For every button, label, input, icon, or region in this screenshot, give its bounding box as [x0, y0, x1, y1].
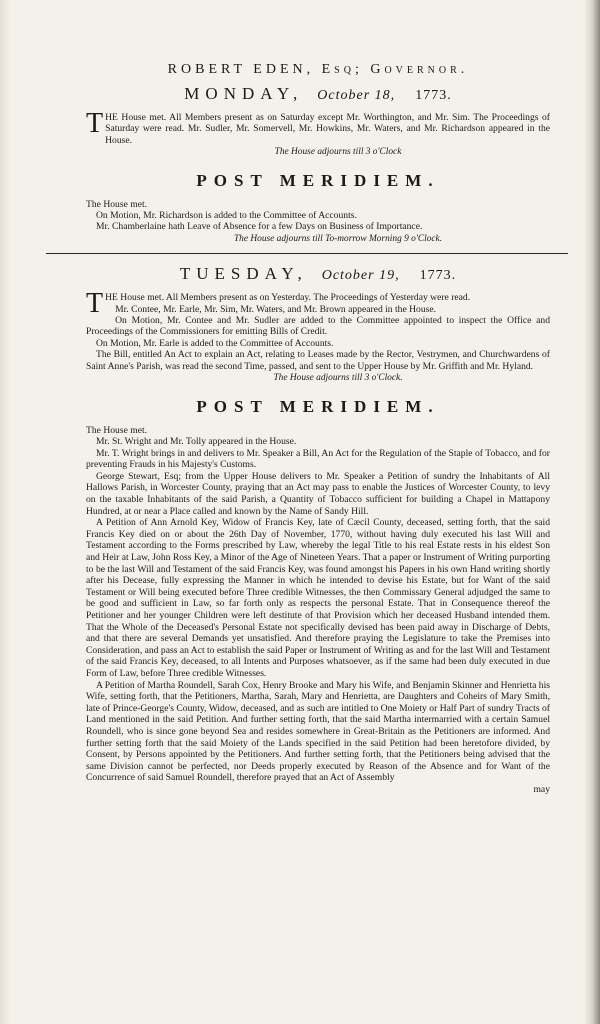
- tuesday-para-3: On Motion, Mr. Earle is added to the Committee of Accounts.: [96, 337, 334, 349]
- pm1-line-1: The House met.: [86, 198, 148, 210]
- dropcap-T: T: [86, 108, 104, 139]
- monday-adjournment: The House adjourns till 3 o'Clock: [274, 147, 402, 158]
- monday-day: MONDAY,: [184, 84, 304, 103]
- pm2-para-1: The House met.: [86, 424, 148, 436]
- post-meridiem-heading-1: POST MERIDIEM.: [196, 170, 440, 190]
- pm2-body: [86, 425, 550, 795]
- tuesday-para-1: Mr. Contee, Mr. Earle, Mr. Sim, Mr. Waters, and Mr. Brown appeared in the House.: [115, 303, 437, 315]
- running-head: ROBERT EDEN, Esq; Governor.: [167, 62, 469, 77]
- pm2-para-4: George Stewart, Esq; from the Upper House delivers to Mr. Speaker a Petition of sundry the Inhabitants of All Hallows Parish, in Worcester County, praying that an Act may pass to enable the Justices of Worcester County, to levy on the taxable Inhabitants of the said Parish, a Quantity of Tobacco sufficient for building a Chapel in Mattapony Hundred, at or near a Place called and known by the Name of Sandy Hill.: [86, 470, 550, 517]
- pm1-line-3: Mr. Chamberlaine hath Leave of Absence for a few Days on Business of Importance.: [96, 221, 423, 233]
- pm2-para-3: Mr. T. Wright brings in and delivers to Mr. Speaker a Bill, An Act for the Regulation of the Staple of Tobacco, and for preventing Frauds in his Majesty's Customs.: [86, 447, 550, 471]
- pm2-para-2: Mr. St. Wright and Mr. Tolly appeared in the House.: [96, 436, 297, 448]
- pm1-line-2: On Motion, Mr. Richardson is added to the Committee of Accounts.: [96, 210, 357, 222]
- catchword: may: [533, 783, 550, 795]
- tuesday-year: 1773.: [419, 268, 457, 284]
- pm2-para-6: A Petition of Martha Roundell, Sarah Cox, Henry Brooke and Mary his Wife, and Benjamin Skinner and Henrietta his Wife, setting forth, that the Petitioners, Martha, Sarah, Mary and Henrietta, are Daughters and Coheirs of Mary Smith, late of Prince-George's County, Widow, deceased, and as such are intitled to One Moiety or Half Part of sundry Tracts of Land mentioned in the said Petition. And further setting forth, that the said Martha intermarried with a certain Samuel Roundell, who is since gone beyond Sea and resides somewhere in Great-Britain as the Petitioners are informed. And further setting forth that the said Moiety of the Lands specified in the said Petition had been heretofore divided, by Consent, by Persons appointed by the Petitioners. And further setting forth, that the Petitioners being advised that the same Division cannot be perfected, nor Deeds properly executed by Reason of the Absence and for Want of the Concurrence of said Samuel Roundell, therefore prayed that an Act of Assembly: [86, 679, 550, 784]
- tuesday-heading: [86, 264, 550, 284]
- pm2-para-5: A Petition of Ann Arnold Key, Widow of Francis Key, late of Cæcil County, deceased, setting forth, that the said Francis Key died on or about the 26th Day of November, 1770, without having duly executed his last Will and Testament according to the Forms prescribed by Law, whereby the legal Title to his real Estate rests in his eldest Son and Heir at Law, John Ross Key, a Minor of the Age of Nineteen Years. That a paper or Instrument of Writing purporting to be the last Will and Testament of the said Francis Key, was found amongst his Papers in his own Hand writing shortly after his Decease, fully expressing the Manner in which he intended to devise his Estate, but for Want of the said Testament or Will being executed before Three credible Witnesses, the then Commissary General adjudged the same to be good and sufficient in Law, so far forth only as respects the personal Estate. That in Consequence thereof the Petitioner and her younger Children were left destitute of that Provision which her deceased Husband intended them. That the Whole of the Deceased's Personal Estate not specifically devised has been paid away in Discharge of Debts, and that there are several Demands yet unsatisfied. And therefore praying the Legislature to take the Premises into Consideration, and pass an Act to establish the said Paper or Instrument of Writing as and for the last Will and Testament of the said Francis Key, deceased, to all Intents and Purposes whatsoever, as if the same had been duly executed in due Form of Law, before Three credible Witnesses.: [86, 517, 550, 679]
- pm1-adjournment: The House adjourns till To-morrow Morning 9 o'Clock.: [233, 233, 443, 244]
- tuesday-para-4: The Bill, entitled An Act to explain an Act, relating to Leases made by the Rector, Vestrymen, and Churchwardens of Saint Anne's Parish, was read the second Time, passed, and sent to the Upper House by Mr. Griffith and Mr. Hyland.: [86, 349, 550, 372]
- dropcap-T-2: T: [86, 288, 104, 320]
- monday-opening-text: HE House met. All Members present as on Saturday except Mr. Worthington, and Mr. Sim. The Proceedings of Saturday were read. Mr. Sudler, Mr. Somervell, Mr. Howkins, Mr. Waters, and Mr. Richardson appeared in the House.: [105, 112, 550, 146]
- monday-opening-paragraph: [86, 108, 550, 146]
- section-divider: [46, 253, 568, 254]
- tuesday-opening-text: HE House met. All Members present as on Yesterday. The Proceedings of Yesterday were read.: [105, 292, 471, 304]
- tuesday-day: TUESDAY,: [179, 264, 308, 284]
- monday-date: October 18,: [317, 88, 396, 103]
- monday-year: 1773.: [415, 88, 452, 103]
- post-meridiem-heading-2: POST MERIDIEM.: [196, 396, 440, 416]
- tuesday-adjournment: The House adjourns till 3 o'Clock.: [273, 373, 403, 384]
- monday-heading: [86, 84, 550, 104]
- tuesday-date: October 19,: [321, 268, 400, 284]
- tuesday-para-2: On Motion, Mr. Contee and Mr. Sudler are added to the Committee appointed to inspect the Office and Proceedings of the Commissioners for emitting Bills of Credit.: [86, 315, 550, 338]
